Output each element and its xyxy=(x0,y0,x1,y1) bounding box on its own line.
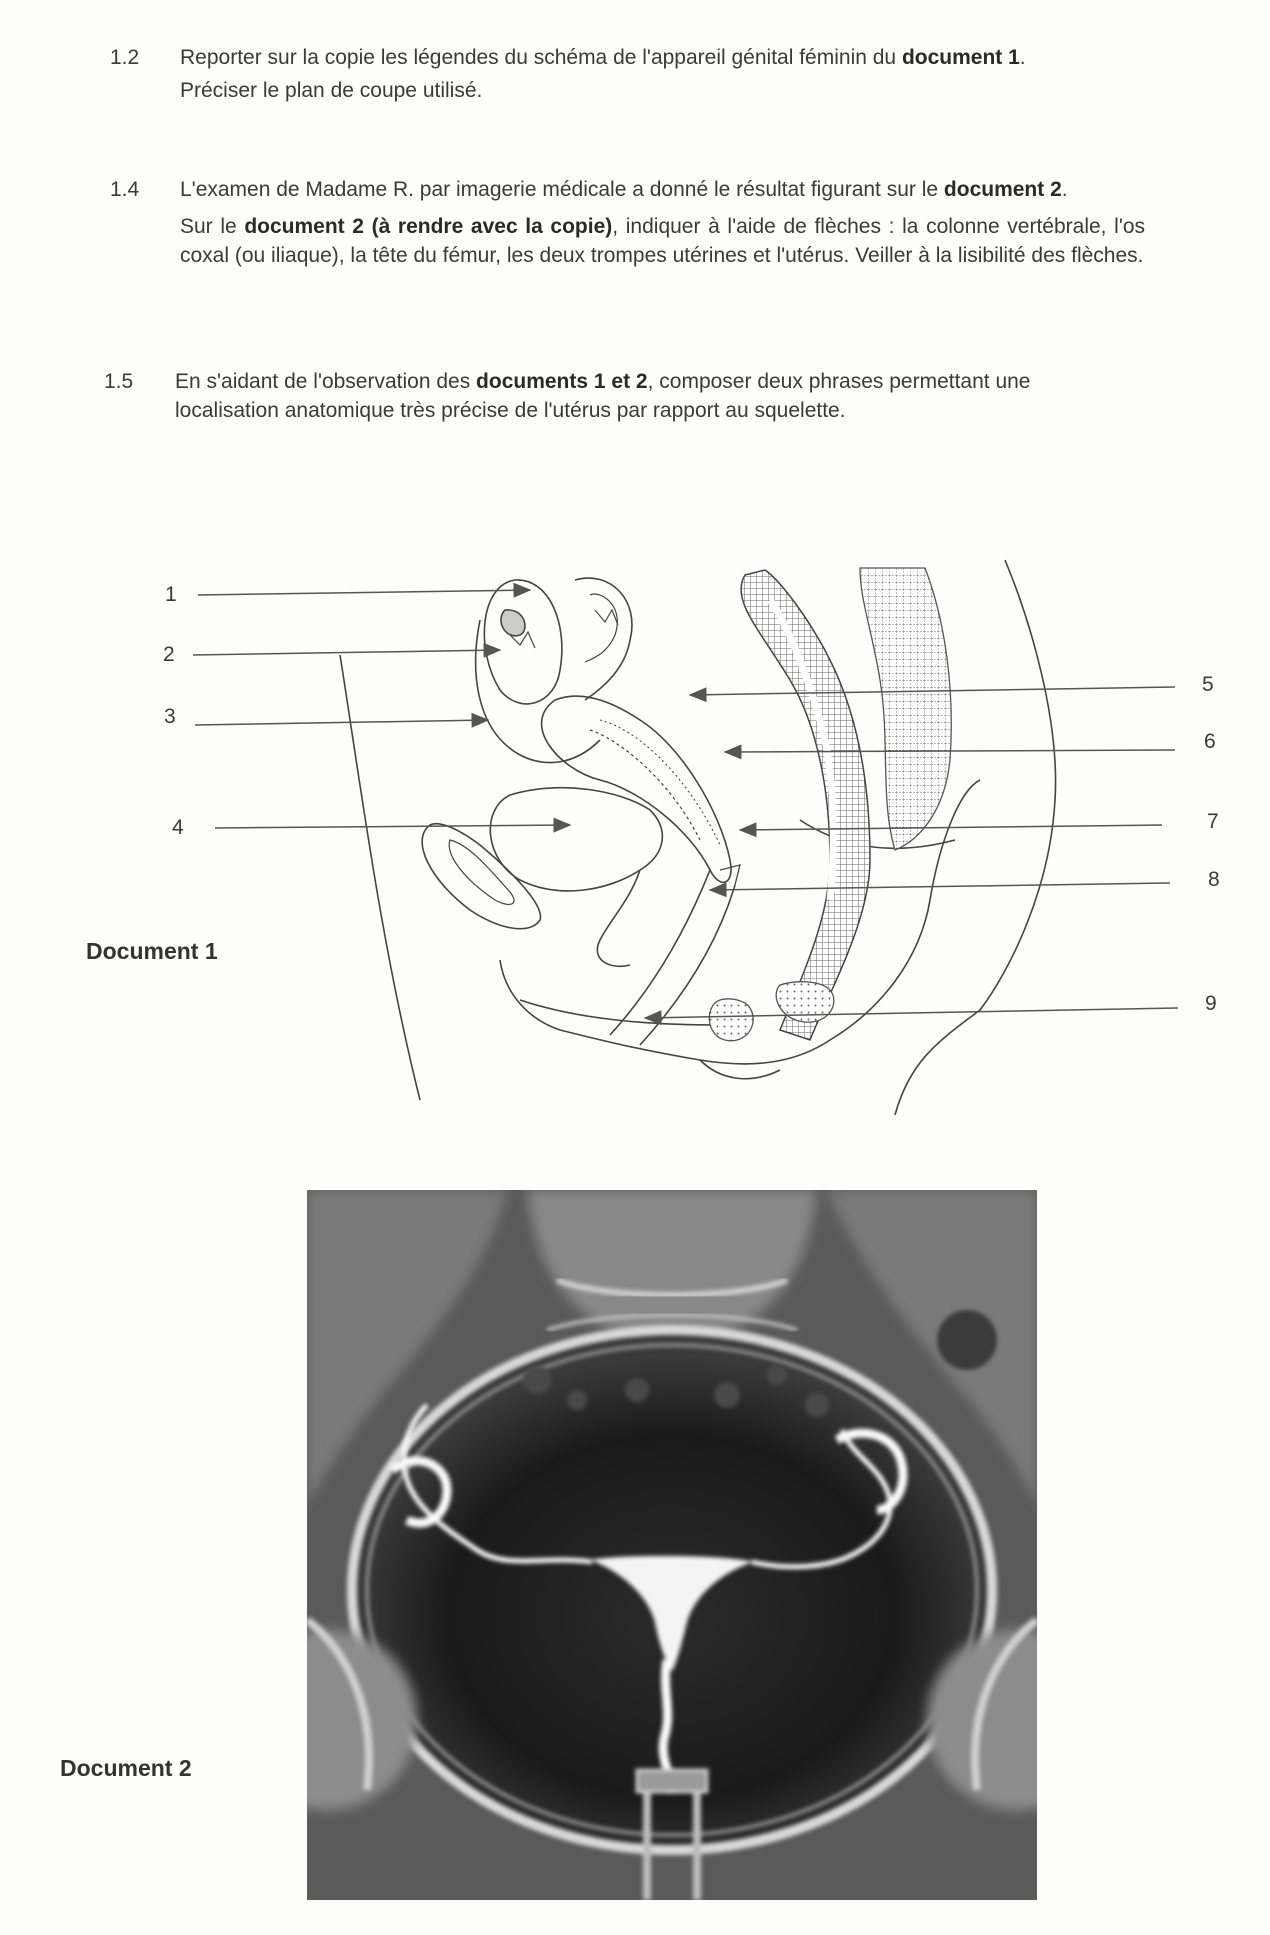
bold-reference: documents 1 et 2 xyxy=(476,370,648,393)
text-span: . xyxy=(1061,178,1068,201)
leader-arrow-1 xyxy=(198,590,530,595)
legend-number: 9 xyxy=(1205,992,1217,1015)
leader-arrow-4 xyxy=(215,825,570,828)
legend-number: 6 xyxy=(1204,730,1216,753)
legend-number: 8 xyxy=(1208,868,1220,891)
xray-image xyxy=(307,1190,1037,1900)
leader-arrow-7 xyxy=(740,825,1162,830)
leader-arrow-6 xyxy=(725,750,1175,752)
tube-loop-1 xyxy=(476,620,600,763)
question-number: 1.4 xyxy=(110,178,140,201)
question-number: 1.2 xyxy=(110,46,140,69)
uterus xyxy=(542,696,731,882)
legend-number: 5 xyxy=(1202,673,1214,696)
paragraph xyxy=(175,367,1135,425)
gland-dotted-1 xyxy=(709,999,753,1041)
text-span: Sur le xyxy=(180,215,245,238)
legend-number: 7 xyxy=(1207,810,1219,833)
question-1-5-text xyxy=(175,367,1135,425)
rectum xyxy=(741,570,870,1040)
ovary-left xyxy=(484,580,562,704)
bold-reference: document 2 xyxy=(943,178,1062,201)
uterine-cavity xyxy=(590,730,700,840)
leader-arrow-8 xyxy=(710,883,1170,890)
text-span: , indiquer à l'aide de flèches : la colonne vertébrale, l'os coxal (ou iliaque), la tête du fémur, les deux trompes utérines et l'utérus. Veiller à la lisibilité des flèches. xyxy=(180,215,1146,267)
paragraph xyxy=(180,175,1145,204)
document-2-label: Document 2 xyxy=(60,1755,192,1781)
text-span: En s'aidant de l'observation des xyxy=(175,370,477,393)
ovary-inner xyxy=(501,610,525,636)
question-1-4-text xyxy=(180,175,1145,270)
text-span: , composer deux phrases permettant une localisation anatomique très précise de l'utérus par rapport au squelette. xyxy=(175,370,1031,422)
bold-reference: document 2 (à rendre avec la copie) xyxy=(244,215,613,238)
sagittal-diagram xyxy=(0,540,1270,1120)
paragraph xyxy=(180,212,1145,270)
bold-reference: document 1 xyxy=(901,46,1020,69)
anal-canal xyxy=(800,820,955,848)
text-span: . xyxy=(1019,46,1026,69)
legend-number: 3 xyxy=(164,705,176,728)
question-number: 1.5 xyxy=(104,370,134,393)
legend-number: 1 xyxy=(165,583,177,606)
leader-arrow-2 xyxy=(193,650,500,655)
sacrum xyxy=(860,568,951,850)
text-span: L'examen de Madame R. par imagerie médicale a donné le résultat figurant sur le xyxy=(180,178,944,201)
legend-number: 2 xyxy=(163,643,175,666)
legend-number: 4 xyxy=(172,816,184,839)
text-span: Reporter sur la copie les légendes du schéma de l'appareil génital féminin du xyxy=(180,46,902,69)
document-1-label: Document 1 xyxy=(86,938,218,964)
bladder xyxy=(490,788,662,891)
question-line: Préciser le plan de coupe utilisé. xyxy=(180,79,483,102)
question-line xyxy=(180,43,1180,72)
pubic-bone xyxy=(422,824,540,929)
question-1-2-text xyxy=(180,43,1180,105)
leader-arrow-3 xyxy=(195,720,488,725)
